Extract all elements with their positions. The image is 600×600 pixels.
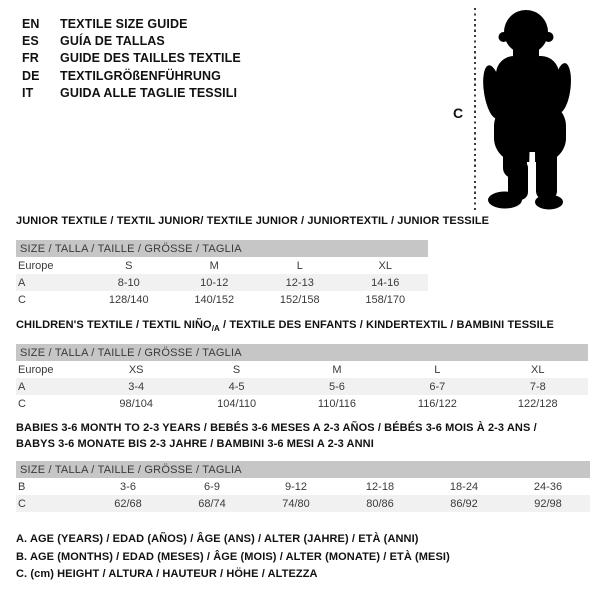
size-header-cell: SIZE / TALLA / TAILLE / GRÖSSE / TAGLIA — [16, 240, 428, 257]
children-table-title — [16, 319, 554, 333]
size-cell: 74/80 — [254, 495, 338, 512]
size-cell: 6-9 — [204, 480, 220, 493]
size-cell: XL — [531, 363, 545, 376]
row-label: C — [18, 397, 26, 410]
language-code: ES — [22, 34, 39, 49]
language-title: TEXTILGRÖßENFÜHRUNG — [60, 68, 221, 83]
size-cell: L — [296, 259, 303, 272]
legend-line-b: B. AGE (MONTHS) / EDAD (MESES) / ÂGE (MOIS) / ALTER (MONATE) / ETÀ (MESI) — [16, 550, 450, 563]
row-label: C — [18, 293, 26, 306]
size-cell: 104/110 — [217, 397, 257, 410]
row-label: Europe — [18, 363, 54, 376]
size-cell: S — [125, 259, 133, 272]
size-cell: M — [332, 363, 342, 376]
size-cell: M — [209, 259, 219, 272]
size-cell: 86/92 — [422, 495, 506, 512]
size-cell: 152/158 — [279, 293, 320, 306]
size-cell: 158/170 — [365, 293, 406, 306]
language-code: DE — [22, 68, 40, 83]
size-cell: 18-24 — [449, 480, 479, 493]
table-row — [16, 395, 588, 412]
size-header-row — [16, 344, 588, 361]
size-cell: 3-6 — [120, 480, 136, 493]
row-label: A — [16, 274, 86, 291]
size-cell: 14-16 — [343, 274, 429, 291]
language-row-it — [22, 85, 241, 102]
size-header-row — [16, 461, 590, 478]
language-row-de — [22, 67, 241, 84]
babies-title-line1: BABIES 3-6 MONTH TO 2-3 YEARS / BEBÉS 3-6 MESES A 2-3 AÑOS / BÉBÉS 3-6 MOIS À 2-3 ANS / — [16, 422, 537, 434]
size-cell: 5-6 — [287, 378, 387, 395]
children-size-table — [16, 344, 588, 412]
table-row — [16, 274, 428, 291]
table-row — [16, 478, 590, 495]
size-cell: 140/152 — [194, 293, 235, 306]
size-cell: 122/128 — [517, 397, 558, 410]
size-cell: 116/122 — [417, 397, 457, 410]
size-cell: 9-12 — [284, 480, 308, 493]
row-label: A — [16, 378, 86, 395]
size-cell: 128/140 — [108, 293, 149, 306]
junior-table-title: JUNIOR TEXTILE / TEXTIL JUNIOR/ TEXTILE JUNIOR / JUNIORTEXTIL / JUNIOR TESSILE — [16, 215, 490, 227]
language-row-en — [22, 15, 241, 32]
language-title: TEXTILE SIZE GUIDE — [60, 16, 188, 31]
size-cell: S — [232, 363, 241, 376]
size-cell: 4-5 — [186, 378, 286, 395]
row-label: Europe — [18, 259, 54, 272]
children-title-suffix: / TEXTILE DES ENFANTS / KINDERTEXTIL / BAMBINI TESSILE — [219, 319, 554, 331]
children-title-prefix: CHILDREN'S TEXTILE / TEXTIL NIÑO — [16, 319, 212, 331]
language-title: GUIDE DES TAILLES TEXTILE — [60, 51, 241, 66]
size-cell: 3-4 — [86, 378, 186, 395]
language-title: GUIDA ALLE TAGLIE TESSILI — [60, 86, 238, 101]
table-row — [16, 378, 588, 395]
size-cell: XL — [378, 259, 392, 272]
size-header-cell: SIZE / TALLA / TAILLE / GRÖSSE / TAGLIA — [16, 344, 588, 361]
language-code: IT — [22, 86, 34, 101]
babies-table-title — [16, 421, 537, 452]
height-measure-label: C — [453, 105, 464, 121]
size-cell: 80/86 — [338, 495, 422, 512]
row-label: C — [16, 495, 86, 512]
table-row — [16, 291, 428, 308]
size-cell: 68/74 — [170, 495, 254, 512]
baby-silhouette-icon — [480, 6, 582, 210]
size-cell: 12-18 — [365, 480, 395, 493]
size-cell: 6-7 — [387, 378, 487, 395]
language-list — [22, 15, 241, 102]
language-code: EN — [22, 16, 40, 31]
size-header-cell: SIZE / TALLA / TAILLE / GRÖSSE / TAGLIA — [16, 461, 590, 478]
language-row-fr — [22, 50, 241, 67]
size-cell: 10-12 — [172, 274, 258, 291]
size-cell: 110/116 — [317, 397, 357, 410]
table-row — [16, 361, 588, 378]
size-cell: 24-36 — [533, 480, 563, 493]
size-cell: 7-8 — [488, 378, 588, 395]
size-cell: XS — [128, 363, 144, 376]
table-row — [16, 495, 590, 512]
measurement-legend — [16, 531, 450, 584]
language-code: FR — [22, 51, 39, 66]
table-row — [16, 257, 428, 274]
size-cell: 62/68 — [86, 495, 170, 512]
row-label: B — [18, 480, 26, 493]
babies-title-line2: BABYS 3-6 MONATE BIS 2-3 JAHRE / BAMBINI 3-6 MESI A 2-3 ANNI — [16, 437, 374, 450]
size-header-row — [16, 240, 428, 257]
size-cell: 12-13 — [257, 274, 343, 291]
height-dotted-line — [474, 8, 476, 210]
size-cell: L — [434, 363, 441, 376]
babies-size-table — [16, 461, 590, 512]
language-row-es — [22, 32, 241, 49]
language-title: GUÍA DE TALLAS — [60, 34, 165, 49]
junior-size-table — [16, 240, 428, 308]
size-cell: 92/98 — [506, 495, 590, 512]
size-cell: 8-10 — [86, 274, 172, 291]
size-cell: 98/104 — [119, 397, 154, 410]
children-title-sub: /A — [211, 324, 220, 334]
legend-line-c: C. (cm) HEIGHT / ALTURA / HAUTEUR / HÖHE / ALTEZZA — [16, 568, 318, 581]
legend-line-a: A. AGE (YEARS) / EDAD (AÑOS) / ÂGE (ANS) / ALTER (JAHRE) / ETÀ (ANNI) — [16, 533, 419, 545]
